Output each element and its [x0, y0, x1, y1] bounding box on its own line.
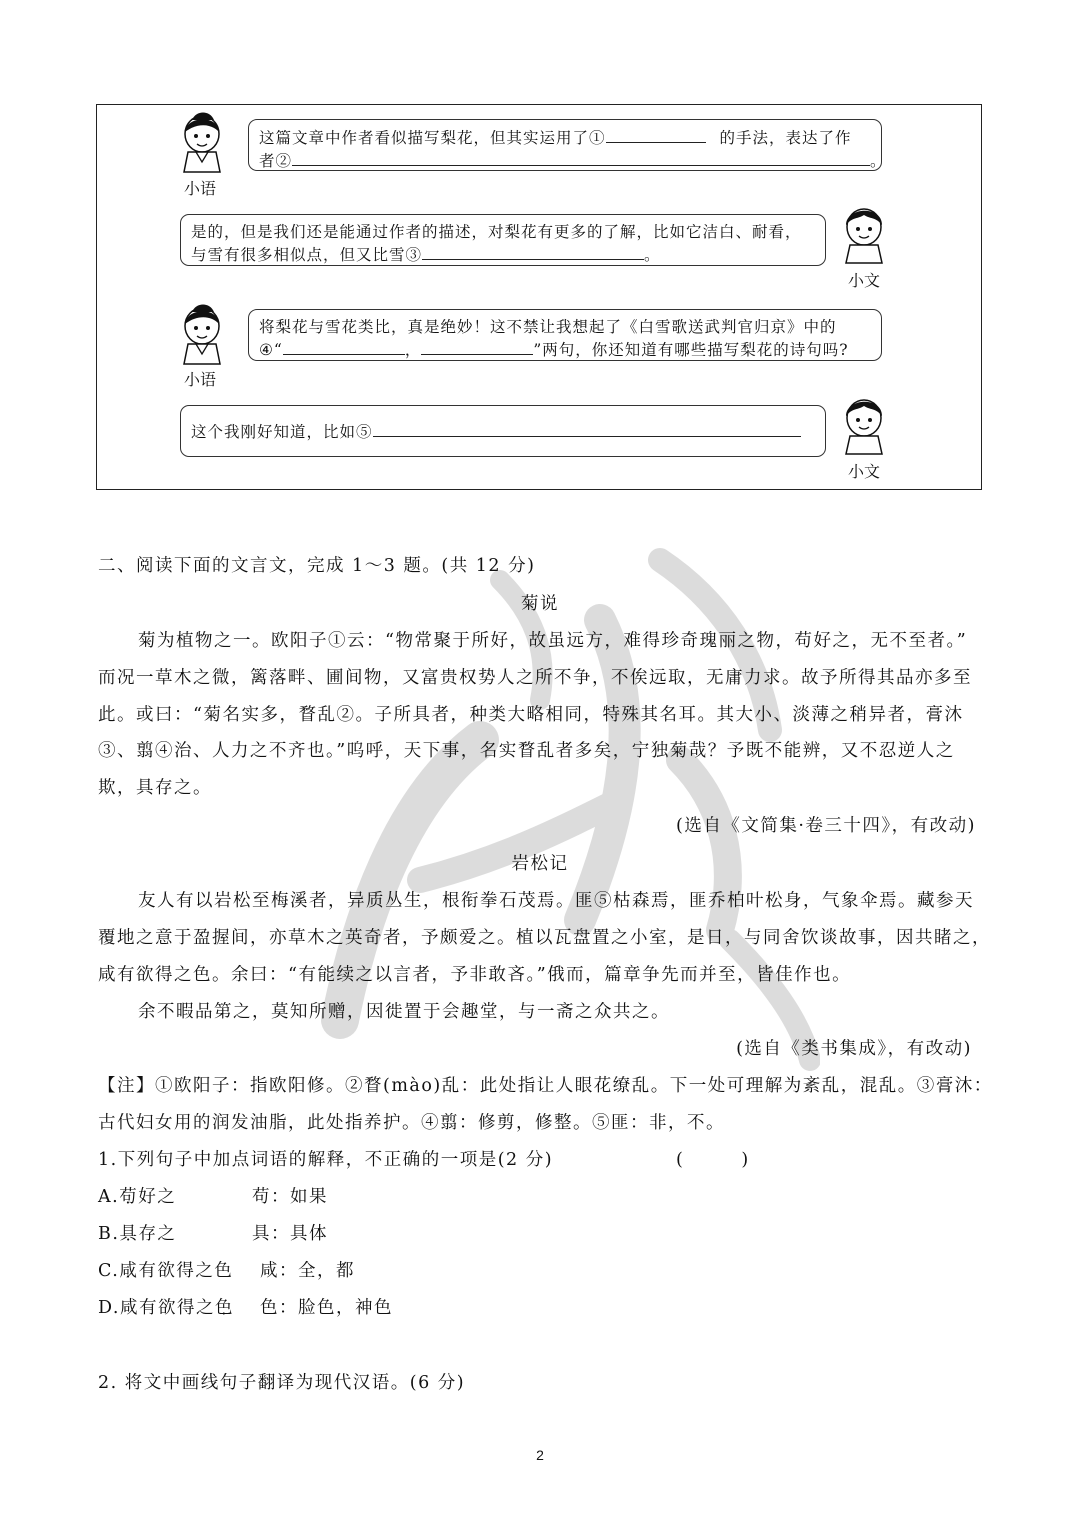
question-2-stem: 2. 将文中画线句子翻译为现代汉语。(6 分) [98, 1373, 466, 1393]
boy-avatar-icon [840, 203, 888, 265]
speech-bubble-1: 这篇文章中作者看似描写梨花，但其实运用了① 的手法，表达了作 者② 。 [248, 119, 882, 171]
blank-3[interactable] [422, 243, 644, 260]
notes-line: 【注】①欧阳子：指欧阳修。②瞀(mào)乱：此处指让人眼花缭乱。下一处可理解为紊乱，混乱。③膏沐： [98, 1076, 993, 1096]
speaker-name-boy: 小文 [848, 271, 881, 290]
passage-title-2: 岩松记 [511, 854, 569, 874]
speech-bubble-4: 这个我刚好知道，比如⑤ [180, 405, 826, 457]
answer-paren[interactable]: ( ) [676, 1150, 750, 1170]
page-number: 2 [536, 1447, 544, 1463]
passage-2-line: 咸有欲得之色。余曰：“有能续之以言者，予非敢吝。”俄而，篇章争先而并至，皆佳作也。 [98, 965, 852, 985]
passage-2-line: 友人有以岩松至梅溪者，异质丛生，根衔拳石茂焉。匪⑤枯森焉，匪乔柏叶松身，气象伞焉。藏参天 [138, 891, 974, 911]
option-b-gloss: 具：具体 [252, 1224, 328, 1244]
passage-1-line: 欺，具存之。 [98, 778, 212, 798]
blank-5[interactable] [373, 420, 801, 437]
option-d-gloss: 色：脸色，神色 [260, 1298, 393, 1318]
blank-2[interactable] [292, 149, 870, 166]
passage-1-line: 而况一草木之微，篱落畔、圃间物，又富贵权势人之所不争，不俟远取，无庸力求。故予所得其品亦多至 [98, 668, 972, 688]
passage-2-line: 余不暇品第之，莫知所赠，因徙置于会趣堂，与一斋之众共之。 [138, 1002, 670, 1022]
speech-bubble-2: 是的，但是我们还是能通过作者的描述，对梨花有更多的了解，比如它洁白、耐看， 与雪有很多相似点，但又比雪③ 。 [180, 214, 826, 266]
option-a[interactable]: A.苟好之 [98, 1187, 177, 1207]
girl-avatar-icon [178, 304, 226, 366]
passage-2-line: 覆地之意于盈握间，亦草木之英奇者，予颇爱之。植以瓦盘置之小室，是日，与同舍饮谈故事，因共睹之， [98, 928, 991, 948]
option-a-gloss: 苟：如果 [252, 1187, 328, 1207]
option-d[interactable]: D.咸有欲得之色 [98, 1298, 234, 1318]
speaker-name-girl: 小语 [184, 370, 217, 389]
passage-title-1: 菊说 [521, 594, 559, 614]
passage-1-line: ③、翦④治、人力之不齐也。”呜呼，天下事，名实瞀乱者多矣，宁独菊哉？予既不能辨，又不忍逆人之 [98, 741, 955, 761]
speaker-name-girl: 小语 [184, 179, 217, 198]
blank-4b[interactable] [421, 338, 533, 355]
notes-line: 古代妇女用的润发油脂，此处指养护。④翦：修剪，修整。⑤匪：非，不。 [98, 1113, 725, 1133]
passage-1-line: 菊为植物之一。欧阳子①云：“物常聚于所好，故虽远方，难得珍奇瑰丽之物，苟好之，无不至者。” [138, 631, 968, 651]
blank-1[interactable] [606, 126, 706, 143]
blank-4a[interactable] [283, 338, 405, 355]
girl-avatar-icon [178, 112, 226, 174]
passage-2-source: (选自《类书集成》，有改动) [736, 1039, 972, 1059]
question-1-stem: 1.下列句子中加点词语的解释，不正确的一项是(2 分) [98, 1150, 554, 1170]
section-heading: 二、阅读下面的文言文，完成 1～3 题。(共 12 分) [98, 556, 536, 576]
speaker-name-boy: 小文 [848, 462, 881, 481]
passage-1-line: 此。或曰：“菊名实多，瞀乱②。子所具者，种类大略相同，特殊其名耳。其大小、淡薄之稍异者，膏沐 [98, 705, 964, 725]
option-b[interactable]: B.具存之 [98, 1224, 177, 1244]
passage-1-source: (选自《文简集·卷三十四》，有改动) [676, 816, 976, 836]
boy-avatar-icon [840, 394, 888, 456]
option-c-gloss: 咸：全，都 [260, 1261, 355, 1281]
option-c[interactable]: C.咸有欲得之色 [98, 1261, 234, 1281]
speech-bubble-3: 将梨花与雪花类比，真是绝妙！这不禁让我想起了《白雪歌送武判官归京》中的 ④“ ， ”两句，你还知道有哪些描写梨花的诗句吗? [248, 309, 882, 361]
